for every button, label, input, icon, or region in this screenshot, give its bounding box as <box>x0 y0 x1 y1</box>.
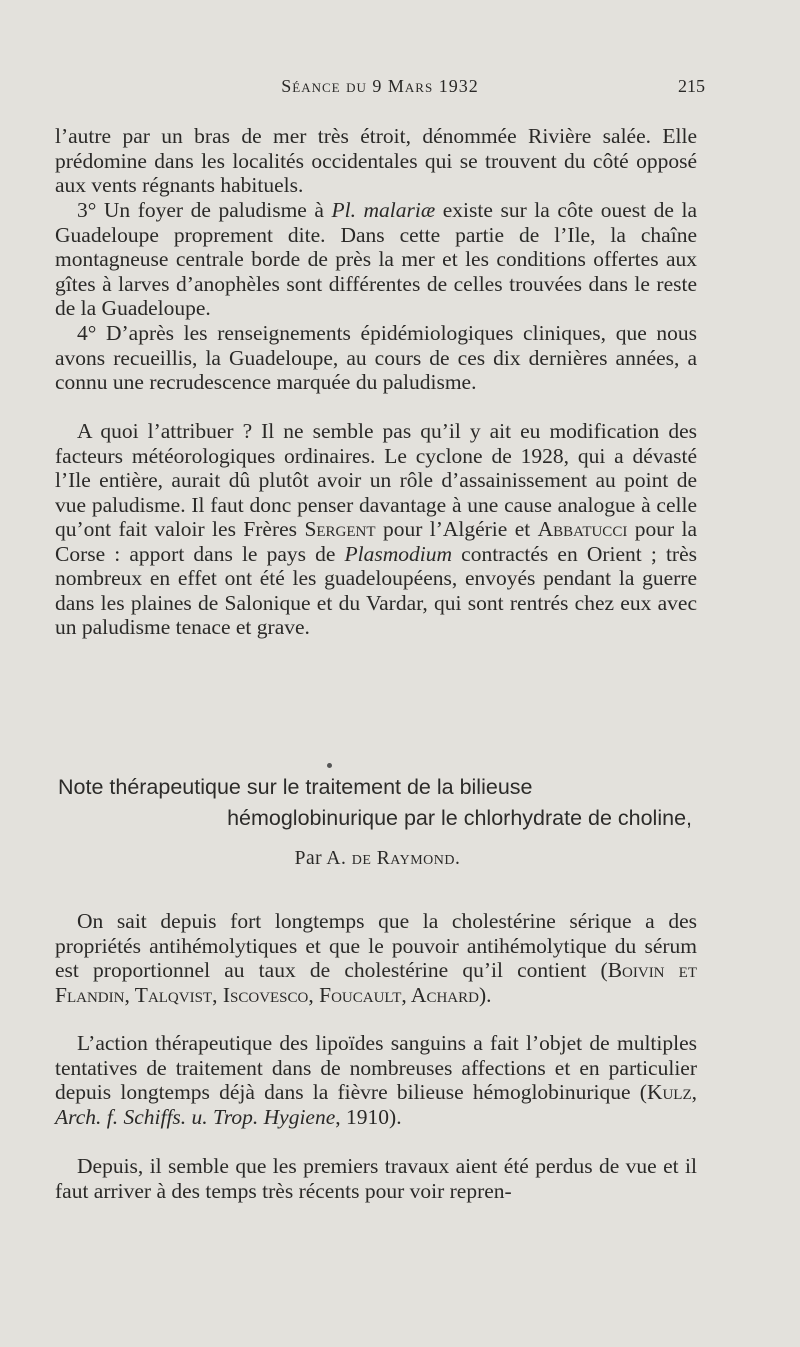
article-title <box>58 772 698 834</box>
paragraph-text: existe sur la côte ouest de la Guadeloupe proprement dite. Dans cette partie de l’Ile, la chaîne montagneuse centrale borde de près la mer et les conditions offertes aux gîtes à larves d’anophèles sont différentes de celles trouvées dans le reste de la Guadeloupe. <box>55 198 697 320</box>
author-list: Boivin et Flandin, Talqvist, Iscovesco, Foucault, Achard <box>55 958 698 1007</box>
page-header <box>55 76 705 100</box>
paragraph-point-4 <box>55 321 697 395</box>
paragraph-text: pour la Corse : apport dans le pays de <box>55 517 698 566</box>
author-name: Abbatucci <box>537 517 628 541</box>
running-head-prefix: Séance du <box>281 76 367 96</box>
byline-author: de Raymond. <box>351 848 461 869</box>
author-name: Kulz <box>646 1080 692 1104</box>
article-paragraph-3 <box>55 1154 697 1203</box>
paragraph-hypothesis <box>55 419 697 640</box>
paragraph-text: Depuis, il semble que les premiers travaux aient été perdus de vue et il faut arriver à des temps très récents pour voir repren- <box>55 1154 697 1203</box>
running-head <box>55 76 705 97</box>
paragraph-text: contractés en Orient ; très nombreux en effet ont été les guadeloupéens, envoyés pendant la guerre dans les plaines de Salonique et du Vardar, qui sont rentrés chez eux avec un paludisme tenace et grave. <box>55 541 698 639</box>
article-title-line-2: hémoglobinurique par le chlorhydrate de choline, <box>227 806 692 830</box>
article-byline <box>55 848 700 870</box>
species-name: Pl. malariæ <box>331 198 436 222</box>
paragraph-text: ). <box>478 982 492 1007</box>
byline-prefix: Par A. <box>294 848 352 869</box>
separator-dot <box>327 763 332 768</box>
paragraph-text: , 1910). <box>335 1104 402 1129</box>
paragraph-text: A quoi l’attribuer ? Il ne semble pas qu’il y ait eu modification des facteurs météorologiques ordinaires. Le cyclone de 1928, qui a dévasté l’Ile entière, aurait dû plutôt avoir un rôle d’assainissement au point de vue paludisme. Il faut donc penser davantage à une cause analogue à celle qu’ont fait valoir les Frères <box>55 419 697 541</box>
page-number: 215 <box>678 76 705 96</box>
paragraph-point-3 <box>55 198 697 321</box>
paragraph-text: On sait depuis fort longtemps que la cholestérine sérique a des propriétés antihémolytiques et que le pouvoir antihémolytique du sérum est proportionnel au taux de cholestérine qu’il contient ( <box>55 909 697 982</box>
article-paragraph-2 <box>55 1031 697 1129</box>
paragraph-text: , <box>691 1080 697 1104</box>
paragraph-text: l’autre par un bras de mer très étroit, dénommée Rivière salée. Elle prédomine dans les localités occidentales qui se trouvent du côté opposé aux vents régnants habituels. <box>55 124 697 197</box>
paragraph-text: 3° Un foyer de paludisme à <box>77 198 332 222</box>
article-title-line-1: Note thérapeutique sur le traitement de la bilieuse <box>58 775 533 799</box>
author-name: Sergent <box>304 517 376 541</box>
paragraph-continuation <box>55 124 697 198</box>
article-paragraph-1 <box>55 909 697 1007</box>
paragraph-text: L’action thérapeutique des lipoïdes sanguins a fait l’objet de multiples tentatives de traitement dans de nombreuses affections et en particulier depuis longtemps déjà dans la fièvre bilieuse hémoglobinurique ( <box>55 1031 697 1104</box>
paragraph-text: pour l’Algérie et <box>375 517 538 541</box>
journal-name: Arch. f. Schiffs. u. Trop. Hygiene <box>55 1104 336 1129</box>
paragraph-text: 4° D’après les renseignements épidémiologiques cliniques, que nous avons recueillis, la Guadeloupe, au cours de ces dix dernières années, a connu une recrudescence marquée du paludisme. <box>55 321 697 394</box>
genus-name: Plasmodium <box>344 541 453 566</box>
running-head-date: 9 Mars 1932 <box>372 76 479 96</box>
